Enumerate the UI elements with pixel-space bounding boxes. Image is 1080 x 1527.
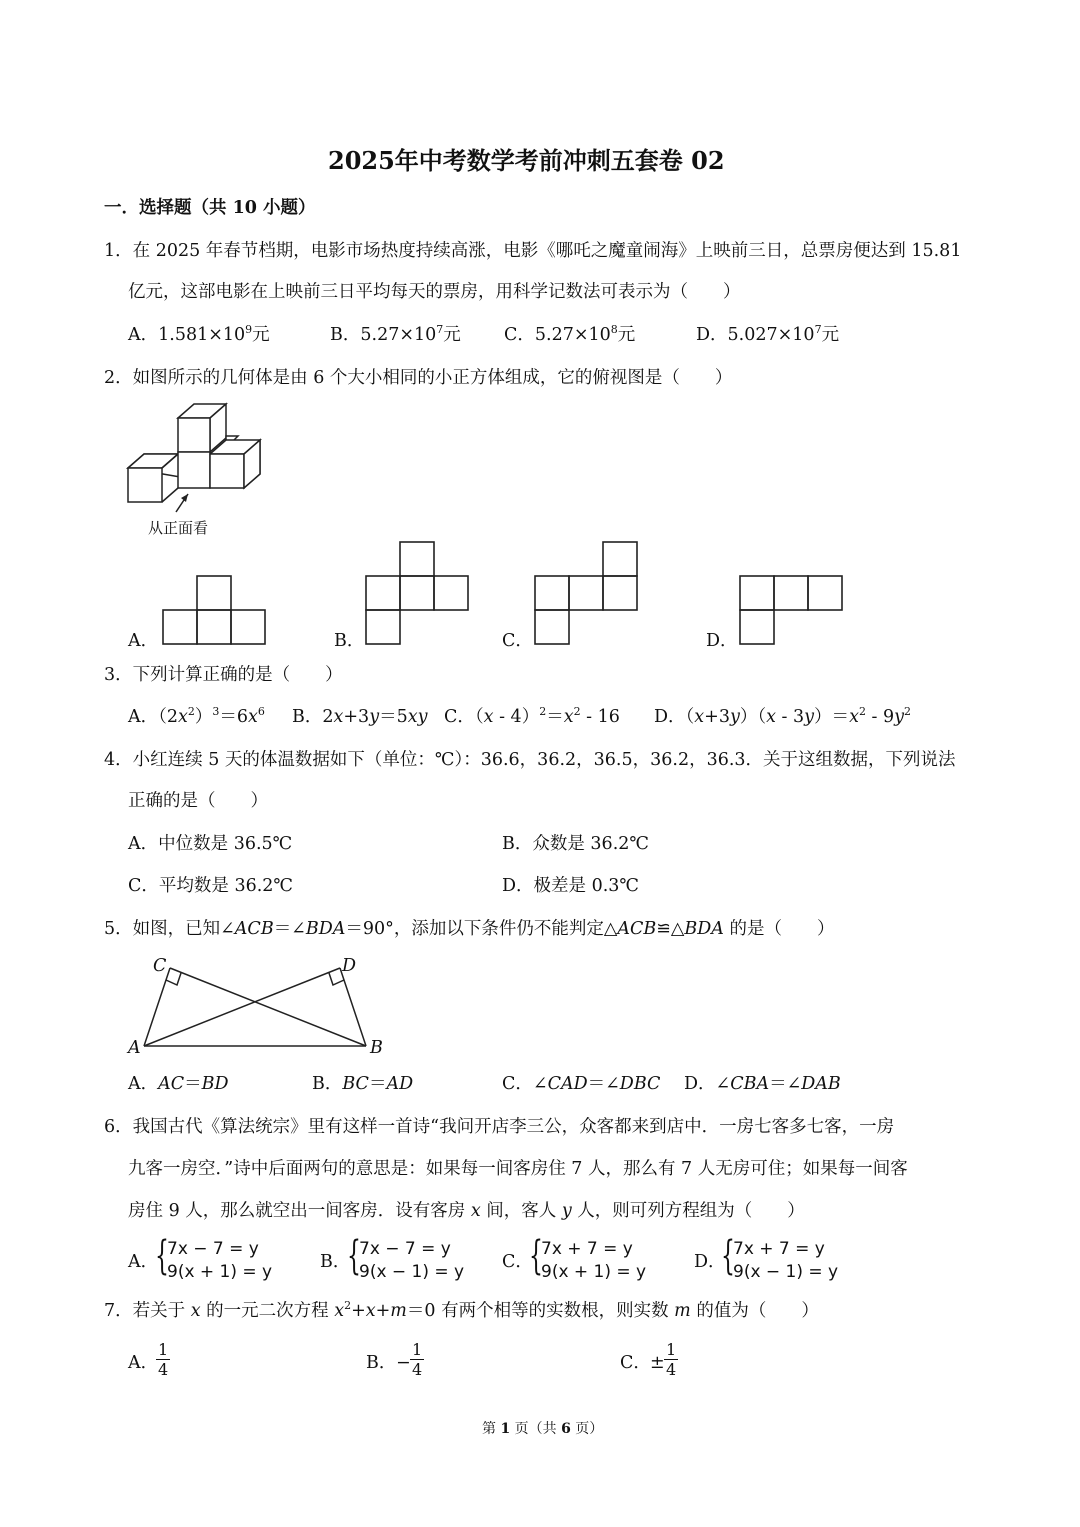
q6-brace-c: { — [529, 1233, 543, 1279]
q1-line2: 亿元，这部电影在上映前三日平均每天的票房，用科学记数法可表示为（ ） — [128, 282, 741, 302]
q2-option-d-figure — [739, 575, 845, 647]
q7-text: 7．若关于 x 的一元二次方程 $x^2+x+m=0$ 有两个相等的实数根，则实数 m 的值为（ ） — [104, 1299, 819, 1321]
q3-text: 3．下列计算正确的是（ ） — [104, 665, 343, 685]
q3-option-b: B．2x+3y＝5xy — [292, 707, 428, 727]
q2-option-b-figure — [365, 541, 471, 647]
q5-text: 5．如图，已知∠ACB＝∠BDA＝90°，添加以下条件仍不能判定△ACB≌△BDA 的是（ ） — [104, 919, 835, 939]
q2-figure-caption: 从正面看 — [148, 519, 209, 537]
q5-option-b: B．BC＝AD — [312, 1074, 414, 1094]
cube-solid-figure — [126, 398, 266, 508]
point-label-d: D — [342, 956, 357, 976]
q6-label-a: A． — [128, 1252, 159, 1272]
q4-option-c: C．平均数是 36.2℃ — [128, 876, 293, 896]
q7-sign-b: − — [396, 1353, 411, 1373]
q6-system-c: 7x + 7 = y 9(x + 1) = y — [541, 1239, 647, 1282]
q1-option-c: C．$5.27\times 10^8$元 — [504, 323, 636, 345]
q3-option-c: C．$(x - 4)^2=x^2 - 16$ — [444, 705, 620, 727]
q2-option-a-figure — [162, 575, 268, 647]
q6-system-b: 7x − 7 = y 9(x − 1) = y — [359, 1239, 465, 1282]
q7-label-a: A． — [128, 1353, 159, 1373]
q2-label-c: C． — [502, 631, 533, 651]
q4-line2: 正确的是（ ） — [128, 791, 268, 811]
q6-system-a: 7x − 7 = y 9(x + 1) = y — [167, 1239, 273, 1282]
segment-cb — [170, 968, 366, 1046]
page-footer: 第 1 页（共 6 页） — [482, 1421, 604, 1437]
point-label-b: B — [370, 1038, 383, 1058]
q5-option-c: C．∠CAD＝∠DBC — [502, 1074, 661, 1094]
q2-label-d: D． — [706, 631, 738, 651]
q6-label-c: C． — [502, 1252, 533, 1272]
q4-option-a: A．中位数是 36.5℃ — [128, 834, 293, 854]
page-title: 2025年中考数学考前冲刺五套卷 02 — [328, 146, 725, 175]
q1-line1: 1．在 2025 年春节档期，电影市场热度持续高涨，电影《哪吒之魔童闹海》上映前三日，总票房便达到 15.81 — [104, 241, 962, 261]
q6-brace-d: { — [721, 1233, 735, 1279]
q6-label-d: D． — [694, 1252, 726, 1272]
q6-line3: 房住 9 人，那么就空出一间客房．设有客房 x 间，客人 y 人，则可列方程组为（ ） — [128, 1201, 805, 1221]
q4-option-d: D．极差是 0.3℃ — [502, 876, 640, 896]
q3-option-d: D．$(x+3y)(x - 3y)=x^2 - 9y^2$ — [654, 705, 912, 727]
q6-brace-b: { — [347, 1233, 361, 1279]
segment-db — [340, 968, 366, 1046]
q7-fraction-c: $\frac{1}{4}$ — [666, 1340, 677, 1379]
segment-ac — [144, 968, 170, 1046]
q7-fraction-b: $\frac{1}{4}$ — [412, 1340, 423, 1379]
q1-option-a: A．$1.581\times 10^9$元 — [128, 323, 270, 345]
q3-option-a: A．$(2x^2)^3=6x^6$ — [128, 705, 265, 727]
q7-sign-c: ± — [650, 1353, 665, 1373]
q1-option-d: D．$5.027\times 10^7$元 — [696, 323, 840, 345]
q1-option-b: B．$5.27\times 10^7$元 — [330, 323, 461, 345]
q6-brace-a: { — [155, 1233, 169, 1279]
q6-line2: 九客一房空．”诗中后面两句的意思是：如果每一间客房住 7 人，那么有 7 人无房可住；如果每一间客 — [128, 1159, 908, 1179]
arrow-head-icon — [181, 494, 188, 502]
q7-fraction-a: $\frac{1}{4}$ — [158, 1340, 169, 1379]
q6-system-d: 7x + 7 = y 9(x − 1) = y — [733, 1239, 839, 1282]
section-heading: 一．选择题（共 10 小题） — [104, 198, 316, 218]
q5-option-a: A．AC＝BD — [128, 1074, 229, 1094]
q4-option-b: B．众数是 36.2℃ — [502, 834, 649, 854]
point-label-c: C — [153, 956, 167, 976]
q4-line1: 4．小红连续 5 天的体温数据如下（单位：℃）：36.6，36.2，36.5，36.2，36.3．关于这组数据，下列说法 — [104, 750, 956, 770]
q7-label-b: B． — [366, 1353, 397, 1373]
q7-label-c: C． — [620, 1353, 651, 1373]
q6-label-b: B． — [320, 1252, 351, 1272]
q6-line1: 6．我国古代《算法统宗》里有这样一首诗“我问开店李三公，众客都来到店中．一房七客多七客，一房 — [104, 1117, 895, 1137]
q2-label-b: B． — [334, 631, 365, 651]
q2-label-a: A． — [128, 631, 159, 651]
q2-text: 2．如图所示的几何体是由 6 个大小相同的小正方体组成，它的俯视图是（ ） — [104, 368, 733, 388]
point-label-a: A — [128, 1038, 141, 1058]
q2-option-c-figure — [534, 541, 640, 647]
segment-ad — [144, 968, 340, 1046]
q5-option-d: D．∠CBA＝∠DAB — [684, 1074, 841, 1094]
